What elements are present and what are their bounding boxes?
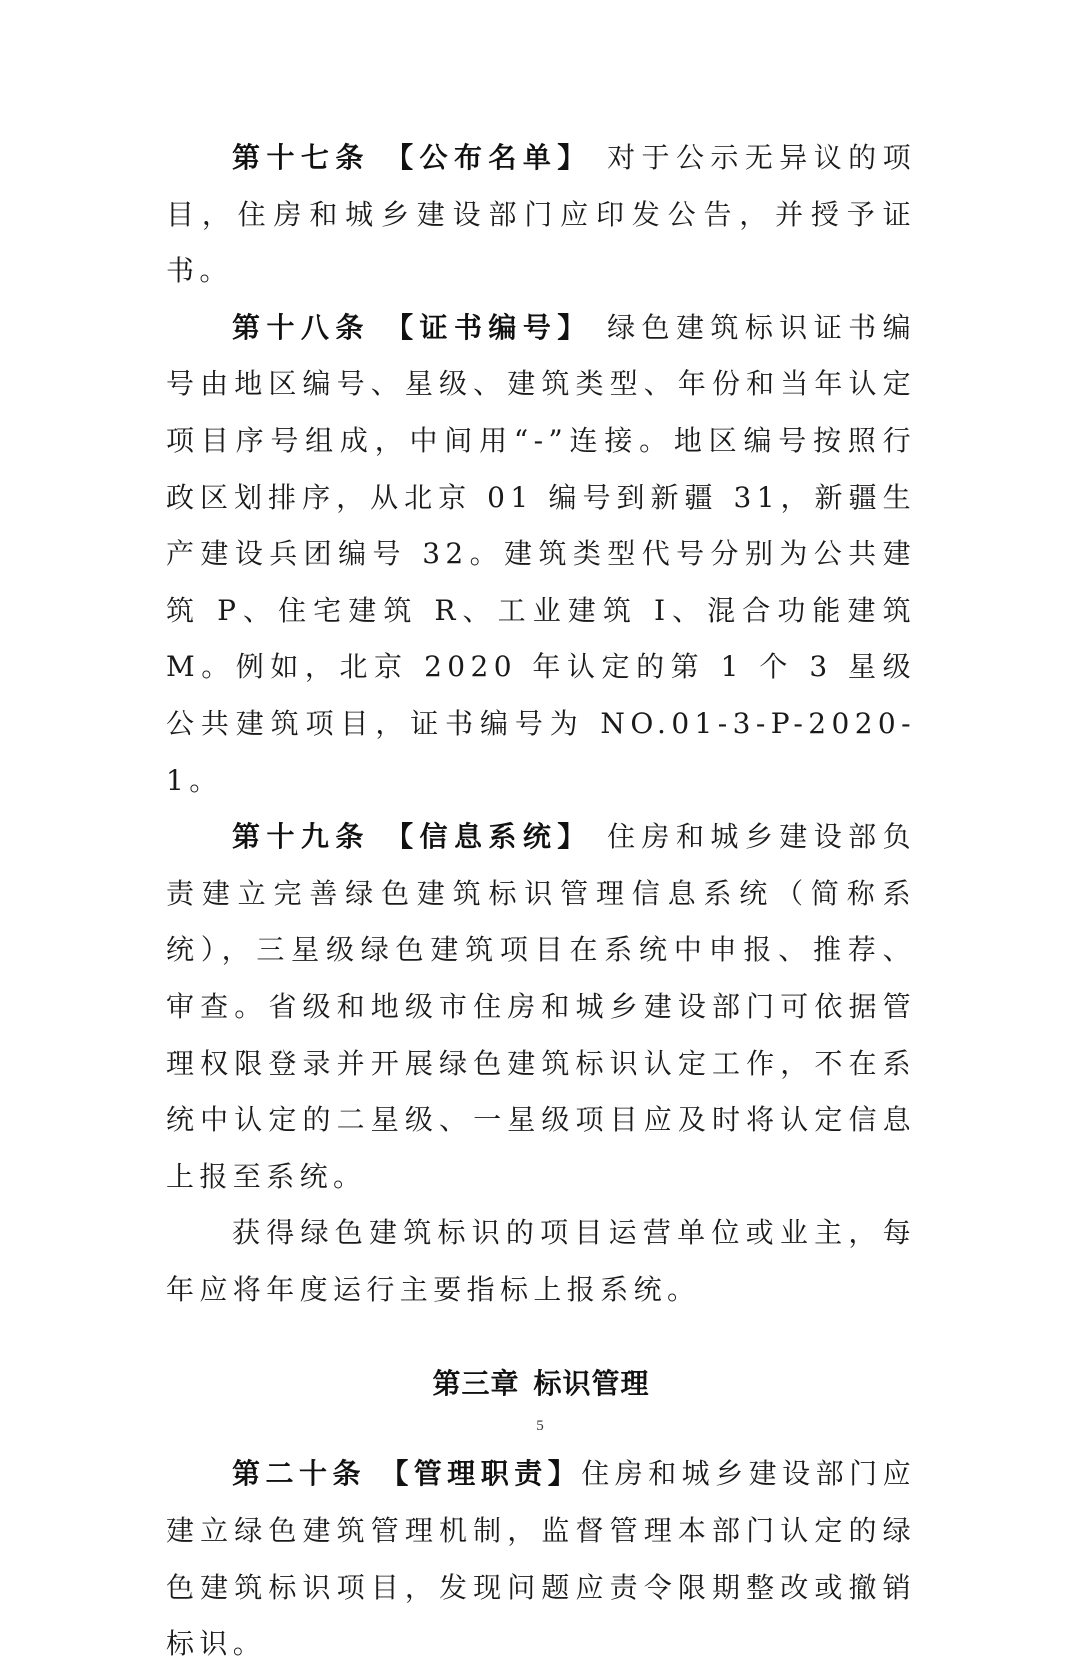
page-number: 5: [536, 1418, 544, 1434]
article-body: 对于公示无异议的项目，住房和城乡建设部门应印发公告，并授予证书。: [166, 141, 916, 288]
article-body: 住房和城乡建设部负责建立完善绿色建筑标识管理信息系统（简称系统），三星级绿色建筑项目在系统中申报、推荐、审查。省级和地级市住房和城乡建设部门可依据管理权限登录并开展绿色建筑标识认定工作，不在系统中认定的二星级、一星级项目应及时将认定信息上报至系统。: [166, 820, 916, 1193]
page-content: [166, 130, 916, 1673]
article-17: [166, 130, 916, 300]
article-title: 【公布名单】: [385, 141, 592, 174]
article-number: 第十八条: [232, 310, 370, 344]
article-title: 【管理职责】: [380, 1457, 582, 1491]
chapter-title: 标识管理: [533, 1367, 650, 1401]
article-number: 第十七条: [232, 141, 370, 174]
article-number: 第十九条: [232, 820, 370, 854]
article-body: 住房和城乡建设部门应建立绿色建筑管理机制，监督管理本部门认定的绿色建筑标识项目，发现问题应责令限期整改或撤销标识。: [166, 1457, 916, 1661]
article-body: 绿色建筑标识证书编号由地区编号、星级、建筑类型、年份和当年认定项目序号组成，中间用“-”连接。地区编号按照行政区划排序，从北京 01 编号到新疆 31，新疆生产建设兵团编号 32。建筑类型代号分别为公共建筑 P、住宅建筑 R、工业建筑 I、混合功能建筑 M。例如，北京 2020 年认定的第 1 个 3 星级公共建筑项目，证书编号为 NO.01-3-P-2020-1。: [166, 310, 916, 797]
chapter-heading: [166, 1356, 916, 1412]
article-19-paragraph-2: 获得绿色建筑标识的项目运营单位或业主，每年应将年度运行主要指标上报系统。: [166, 1216, 916, 1306]
article-number: 第二十条: [232, 1457, 366, 1491]
article-title: 【信息系统】: [385, 820, 592, 854]
article-19: [166, 809, 916, 1205]
article-20: [166, 1446, 916, 1672]
article-18: [166, 300, 916, 809]
article-title: 【证书编号】: [385, 310, 592, 344]
chapter-number: 第三章: [432, 1367, 520, 1401]
